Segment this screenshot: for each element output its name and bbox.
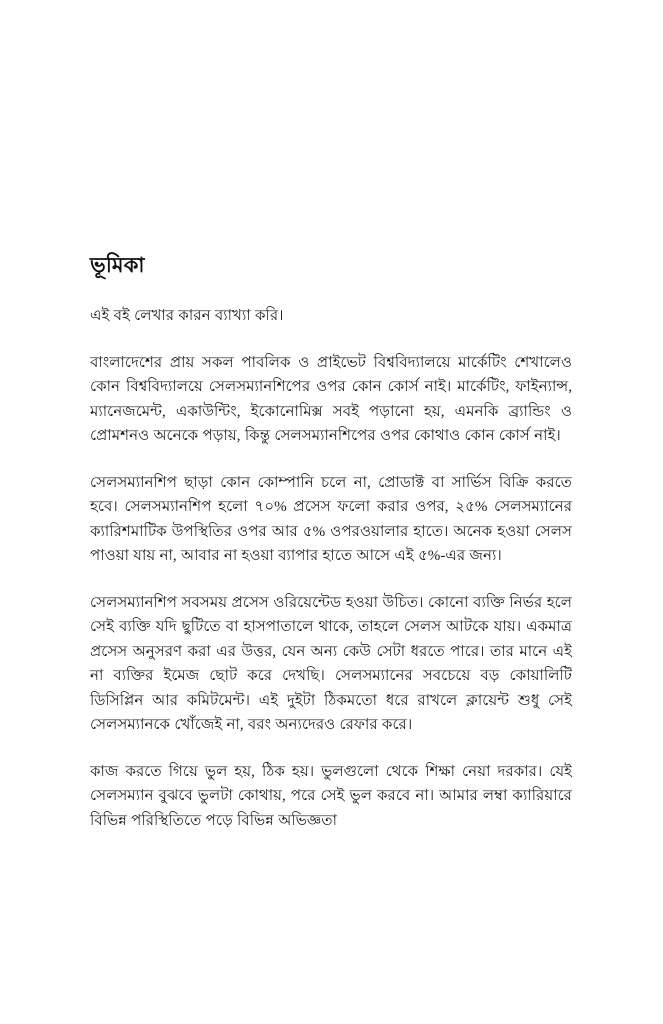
body-paragraph: এই বই লেখার কারন ব্যাখ্যা করি। [90,308,284,325]
body-paragraph: কাজ করতে গিয়ে ভুল হয়, ঠিক হয়। ভুলগুলো থেকে শিক্ষা নেয়া দরকার। যেই সেলসম্যান বুঝবে ভুলটা কোথায়, পরে সেই ভুল করবে না। আমার লম্বা ক্যারিয়ারে বিভিন্ন পরিস্থিতিতে পড়ে বিভিন্ন অভিজ্ঞতা [90,763,572,829]
page-text-block [90,252,572,833]
body-paragraph: সেলসম্যানশিপ সবসময় প্রসেস ওরিয়েন্টেড হওয়া উচিত। কোনো ব্যক্তি নির্ভর হলে সেই ব্যক্তি যদি ছুটিতে বা হাসপাতালে থাকে, তাহলে সেলস আটকে যায়। একমাত্র প্রসেস অনুসরণ করা এর উত্তর, যেন অন্য কেউ সেটা ধরতে পারে। তার মানে এই না ব্যক্তির ইমেজ ছোট করে দেখছি। সেলসম্যানের সবচেয়ে বড় কোয়ালিটি ডিসিপ্লিন আর কমিটমেন্ট। এই দুইটা ঠিকমতো ধরে রাখলে ক্লায়েন্ট শুধু সেই সেলসম্যানকে খোঁজেই না, বরং অন্যদেরও রেফার করে। [90,594,572,734]
body-paragraph: বাংলাদেশের প্রায় সকল পাবলিক ও প্রাইভেট বিশ্ববিদ্যালয়ে মার্কেটিং শেখালেও কোন বিশ্ববিদ্যালয়ে সেলসম্যানশিপের ওপর কোন কোর্স নাই। মার্কেটিং, ফাইন্যান্স, ম্যানেজমেন্ট, একাউন্টিং, ইকোনোমিক্স সবই পড়ানো হয়, এমনকি ব্র্যান্ডিং ও প্রোমশনও অনেকে পড়ায়, কিন্তু সেলসম্যানশিপের ওপর কোথাও কোন কোর্স নাই। [90,354,572,445]
chapter-heading: ভূমিকা [90,253,145,277]
body-paragraph: সেলসম্যানশিপ ছাড়া কোন কোম্পানি চলে না, প্রোডাক্ট বা সার্ভিস বিক্রি করতে হবে। সেলসম্যানশিপ হলো ৭০% প্রসেস ফলো করার ওপর, ২৫% সেলসম্যানের ক্যারিশমাটিক উপস্থিতির ওপর আর ৫% ওপরওয়ালার হাতে। অনেক হওয়া সেলস পাওয়া যায় না, আবার না হওয়া ব্যাপার হাতে আসে এই ৫%-এর জন্য। [90,474,572,565]
